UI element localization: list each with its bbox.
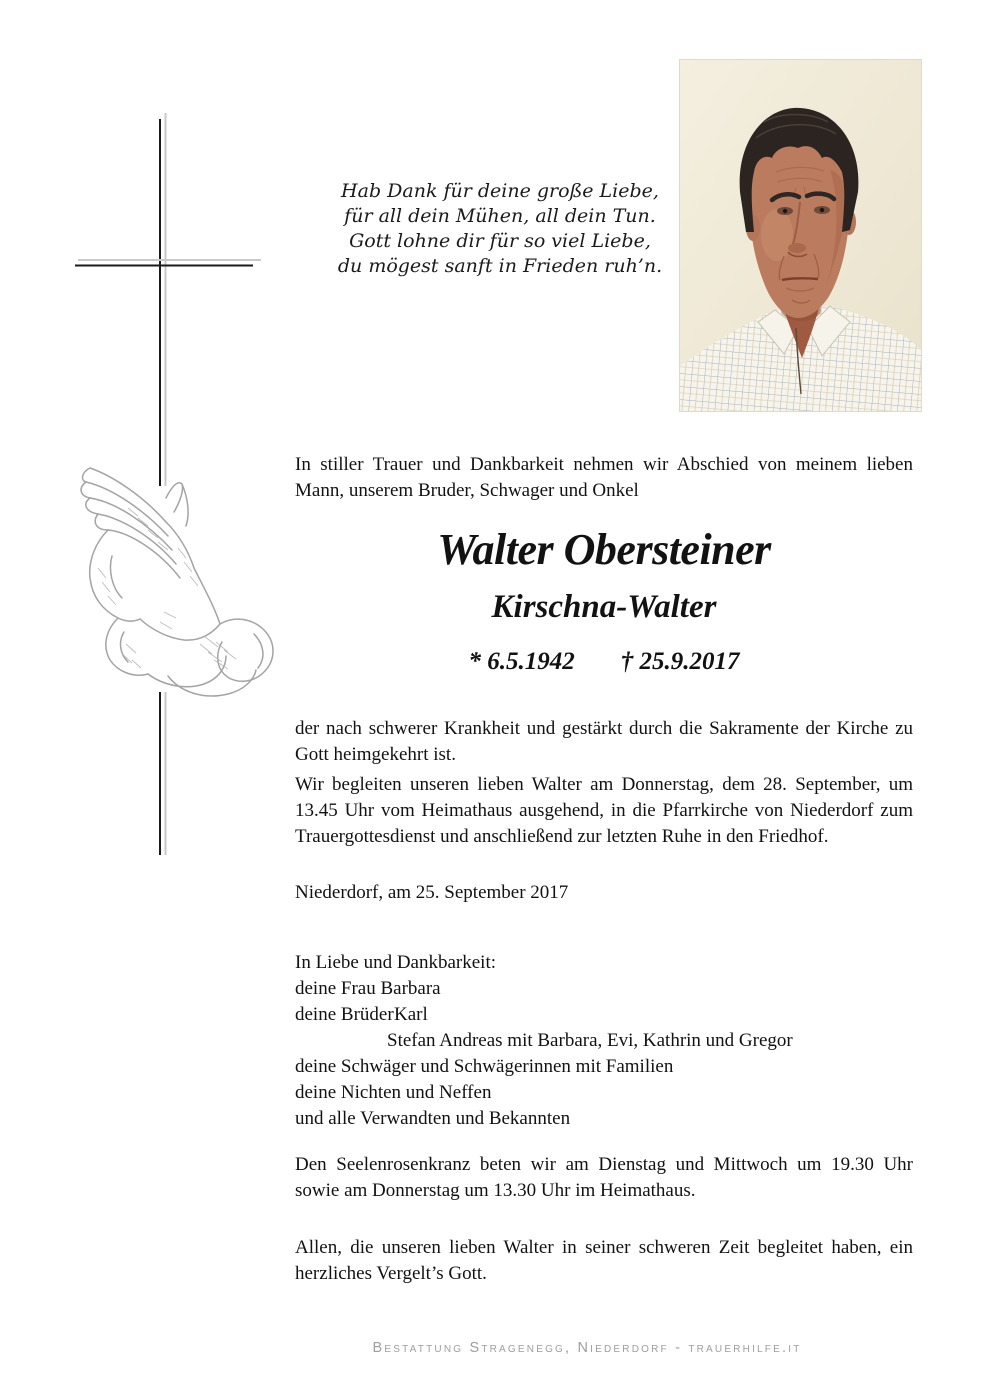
poem-line: Gott lohne dir für so viel Liebe, — [349, 230, 651, 252]
illness-paragraph: der nach schwerer Krankheit und gestärkt durch die Sakramente der Kirche zu Gott heimgekehrt ist. — [295, 718, 913, 765]
life-dates — [295, 646, 913, 679]
mourner-line: deine Nichten und Neffen — [295, 1082, 492, 1103]
thanks-paragraph: Allen, die unseren lieben Walter in seiner schweren Zeit begleitet haben, ein herzliches Vergelt’s Gott. — [295, 1237, 913, 1284]
death-date: † 25.9.2017 — [620, 648, 740, 675]
brother-name: Karl — [394, 1004, 428, 1025]
memorial-poem — [328, 179, 672, 279]
poem-line: Hab Dank für deine große Liebe, — [341, 180, 659, 202]
poem-line: du mögest sanft in Frieden ruh’n. — [337, 255, 663, 277]
mourners-list — [295, 950, 913, 1132]
funeral-paragraph: Wir begleiten unseren lieben Walter am Donnerstag, dem 28. September, um 13.45 Uhr vom Heimathaus ausgehend, in die Pfarrkirche von Niederdorf zum Trauergottesdienst und anschließend zur letzten Ruhe in den Friedhof. — [295, 774, 913, 847]
birth-date: * 6.5.1942 — [468, 648, 575, 675]
deceased-name: Walter Obersteiner — [437, 525, 771, 574]
brothers-label: deine Brüder — [295, 1004, 394, 1025]
deceased-nickname: Kirschna-Walter — [491, 589, 717, 625]
mourner-line: deine Frau Barbara — [295, 978, 441, 999]
mourner-line: deine Schwäger und Schwägerinnen mit Familien — [295, 1056, 674, 1077]
place-dateline: Niederdorf, am 25. September 2017 — [295, 882, 569, 903]
mourner-line: Stefan Andreas mit Barbara, Evi, Kathrin und Gregor — [387, 1030, 793, 1051]
intro-paragraph: In stiller Trauer und Dankbarkeit nehmen wir Abschied von meinem lieben Mann, unserem Bruder, Schwager und Onkel — [295, 454, 913, 501]
poem-line: für all dein Mühen, all dein Tun. — [344, 205, 656, 227]
praying-hands-image — [68, 438, 298, 713]
rosary-paragraph: Den Seelenrosenkranz beten wir am Dienstag und Mittwoch um 19.30 Uhr sowie am Donnerstag um 13.30 Uhr im Heimathaus. — [295, 1154, 913, 1201]
mourner-line: und alle Verwandten und Bekannten — [295, 1108, 571, 1129]
mourner-line — [295, 1002, 913, 1028]
funeral-home-footer: Bestattung Stragenegg, Niederdorf - trauerhilfe.it — [372, 1340, 802, 1356]
portrait-photo — [679, 59, 922, 412]
mourners-heading: In Liebe und Dankbarkeit: — [295, 952, 497, 973]
